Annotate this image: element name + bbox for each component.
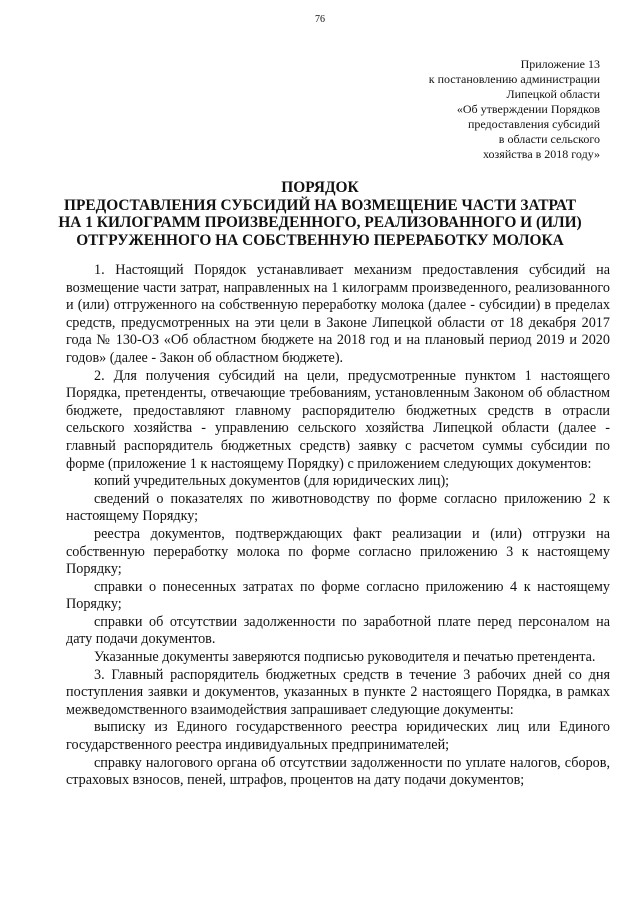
title-line: ОТГРУЖЕННОГО НА СОБСТВЕННУЮ ПЕРЕРАБОТКУ МОЛОКА <box>76 231 564 249</box>
appendix-header <box>300 57 600 162</box>
title-line: НА 1 КИЛОГРАММ ПРОИЗВЕДЕННОГО, РЕАЛИЗОВАННОГО И (ИЛИ) <box>58 214 582 232</box>
list-item: справки об отсутствии задолженности по заработной плате перед персоналом на дату подачи документов. <box>66 613 610 648</box>
appendix-line: предоставления субсидий <box>467 117 600 131</box>
paragraph: Указанные документы заверяются подписью руководителя и печатью претендента. <box>94 649 596 666</box>
list-item: реестра документов, подтверждающих факт реализации и (или) отгрузки на собственную переработку молока по форме согласно приложению 3 к настоящему Порядку; <box>66 525 610 578</box>
list-item: справку налогового органа об отсутствии задолженности по уплате налогов, сборов, страховых взносов, пеней, штрафов, процентов на дату подачи документов; <box>66 754 610 789</box>
appendix-line: к постановлению администрации <box>428 72 600 86</box>
document-title <box>40 179 600 249</box>
page-number: 76 <box>315 14 325 25</box>
appendix-line: Приложение 13 <box>520 57 600 71</box>
list-item: копий учредительных документов (для юридических лиц); <box>94 473 450 490</box>
document-body <box>66 262 610 790</box>
title-line: ПОРЯДОК <box>281 179 359 196</box>
paragraph: 2. Для получения субсидий на цели, предусмотренные пунктом 1 настоящего Порядка, претенденты, отвечающие требованиям, установленным Законом об областном бюджете, предоставляют главному распорядителю бюджетных средств в отрасли сельского хозяйства - управлению сельского хозяйства Липецкой области (далее - главный распорядитель бюджетных средств) заявку с расчетом суммы субсидии по форме (приложение 1 к настоящему Порядку) с приложением следующих документов: <box>66 367 610 472</box>
appendix-line: в области сельского <box>498 132 600 146</box>
paragraph: 1. Настоящий Порядок устанавливает механизм предоставления субсидий на возмещение части затрат, направленных на 1 килограмм произведенного, реализованного и (или) отгруженного на собственную переработку молока (далее - субсидии) в пределах средств, предусмотренных на эти цели в Законе Липецкой области от 18 декабря 2017 года № 130-ОЗ «Об областном бюджете на 2018 год и на плановый период 2019 и 2020 годов» (далее - Закон об областном бюджете). <box>66 262 610 366</box>
paragraph: 3. Главный распорядитель бюджетных средств в течение 3 рабочих дней со дня поступления заявки и документов, указанных в пункте 2 настоящего Порядка, в рамках межведомственного взаимодействия запрашивает следующие документы: <box>66 666 610 718</box>
appendix-line: «Об утверждении Порядков <box>456 102 600 116</box>
title-line: ПРЕДОСТАВЛЕНИЯ СУБСИДИЙ НА ВОЗМЕЩЕНИЕ ЧАСТИ ЗАТРАТ <box>64 196 576 214</box>
list-item: справки о понесенных затратах по форме согласно приложению 4 к настоящему Порядку; <box>66 578 610 613</box>
appendix-line: Липецкой области <box>506 87 600 101</box>
list-item: сведений о показателях по животноводству по форме согласно приложению 2 к настоящему Порядку; <box>66 490 610 525</box>
list-item: выписку из Единого государственного реестра юридических лиц или Единого государственного реестра индивидуальных предпринимателей; <box>66 719 610 754</box>
appendix-line: хозяйства в 2018 году» <box>483 147 600 161</box>
